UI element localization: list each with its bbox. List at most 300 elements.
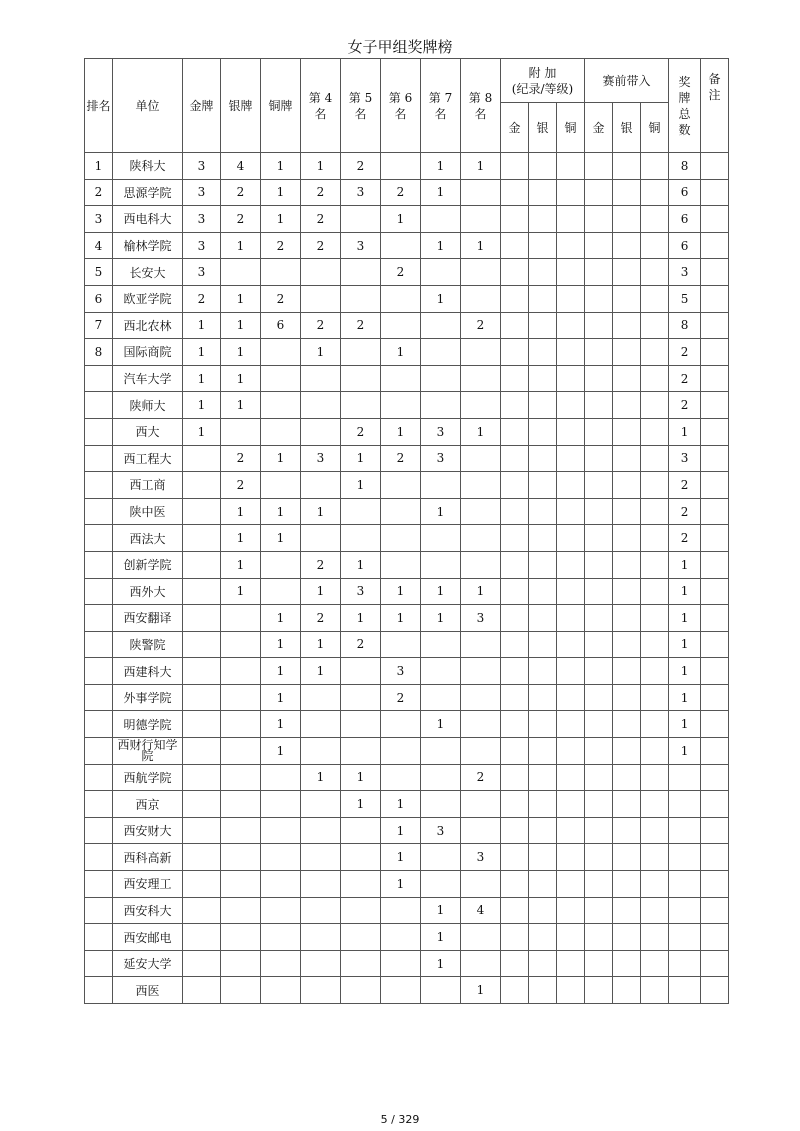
carry-silver-cell <box>613 791 641 818</box>
carry-bronze-cell <box>641 631 669 658</box>
header-place-5: 第 5 名 <box>341 59 381 153</box>
rank-cell: 4 <box>85 232 113 259</box>
place-7-cell <box>421 259 461 286</box>
carry-gold-cell <box>585 817 613 844</box>
silver-cell: 1 <box>221 551 261 578</box>
extra-gold-cell <box>501 871 529 898</box>
place-6-cell: 2 <box>381 684 421 711</box>
place-5-cell: 1 <box>341 445 381 472</box>
place-6-cell: 1 <box>381 605 421 632</box>
header-remark: 备 注 <box>701 59 729 153</box>
carry-silver-cell <box>613 950 641 977</box>
remark-cell <box>701 472 729 499</box>
bronze-cell: 2 <box>261 285 301 312</box>
carry-silver-cell <box>613 312 641 339</box>
place-7-cell <box>421 684 461 711</box>
place-8-cell: 1 <box>461 418 501 445</box>
silver-cell <box>221 844 261 871</box>
place-8-cell: 4 <box>461 897 501 924</box>
extra-silver-cell <box>529 791 557 818</box>
place-5-cell: 2 <box>341 153 381 180</box>
bronze-cell <box>261 339 301 366</box>
carry-gold-cell <box>585 924 613 951</box>
extra-gold-cell <box>501 684 529 711</box>
place-5-cell <box>341 285 381 312</box>
carry-gold-cell <box>585 738 613 765</box>
total-cell <box>669 977 701 1004</box>
gold-cell: 3 <box>183 206 221 233</box>
table-row <box>85 950 729 977</box>
place-8-cell <box>461 817 501 844</box>
carry-bronze-cell <box>641 418 669 445</box>
carry-bronze-cell <box>641 738 669 765</box>
total-cell: 8 <box>669 153 701 180</box>
extra-silver-cell <box>529 658 557 685</box>
unit-cell: 陕警院 <box>113 631 183 658</box>
bronze-cell <box>261 472 301 499</box>
extra-silver-cell <box>529 977 557 1004</box>
carry-silver-cell <box>613 472 641 499</box>
carry-gold-cell <box>585 392 613 419</box>
unit-cell: 西外大 <box>113 578 183 605</box>
place-5-cell <box>341 498 381 525</box>
carry-gold-cell <box>585 285 613 312</box>
extra-silver-cell <box>529 605 557 632</box>
silver-cell <box>221 817 261 844</box>
place-5-cell <box>341 817 381 844</box>
carry-gold-cell <box>585 179 613 206</box>
place-7-cell <box>421 764 461 791</box>
place-7-cell: 3 <box>421 418 461 445</box>
place-5-cell <box>341 525 381 552</box>
place-5-cell: 3 <box>341 578 381 605</box>
place-4-cell: 1 <box>301 153 341 180</box>
rank-cell <box>85 392 113 419</box>
bronze-cell <box>261 844 301 871</box>
table-row <box>85 445 729 472</box>
extra-gold-cell <box>501 445 529 472</box>
extra-bronze-cell <box>557 738 585 765</box>
unit-cell: 陕中医 <box>113 498 183 525</box>
place-5-cell <box>341 711 381 738</box>
total-cell: 2 <box>669 392 701 419</box>
extra-gold-cell <box>501 977 529 1004</box>
extra-silver-cell <box>529 897 557 924</box>
extra-silver-cell <box>529 179 557 206</box>
place-7-cell: 1 <box>421 897 461 924</box>
place-6-cell <box>381 897 421 924</box>
carry-silver-cell <box>613 977 641 1004</box>
place-4-cell <box>301 791 341 818</box>
rank-cell <box>85 658 113 685</box>
table-row <box>85 153 729 180</box>
rank-cell <box>85 445 113 472</box>
place-8-cell <box>461 871 501 898</box>
bronze-cell <box>261 817 301 844</box>
place-6-cell <box>381 631 421 658</box>
remark-cell <box>701 418 729 445</box>
carry-bronze-cell <box>641 259 669 286</box>
extra-bronze-cell <box>557 844 585 871</box>
carry-gold-cell <box>585 153 613 180</box>
extra-bronze-cell <box>557 312 585 339</box>
silver-cell <box>221 977 261 1004</box>
extra-bronze-cell <box>557 764 585 791</box>
gold-cell <box>183 950 221 977</box>
extra-gold-cell <box>501 179 529 206</box>
place-8-cell <box>461 365 501 392</box>
extra-gold-cell <box>501 285 529 312</box>
total-cell: 1 <box>669 418 701 445</box>
place-5-cell: 3 <box>341 232 381 259</box>
total-cell <box>669 817 701 844</box>
rank-cell <box>85 418 113 445</box>
bronze-cell <box>261 259 301 286</box>
extra-bronze-cell <box>557 392 585 419</box>
unit-cell: 西京 <box>113 791 183 818</box>
header-carry-gold: 金 <box>585 103 613 153</box>
gold-cell <box>183 631 221 658</box>
remark-cell <box>701 285 729 312</box>
extra-bronze-cell <box>557 631 585 658</box>
extra-silver-cell <box>529 153 557 180</box>
place-6-cell: 2 <box>381 259 421 286</box>
table-row <box>85 418 729 445</box>
rank-cell: 6 <box>85 285 113 312</box>
place-5-cell <box>341 950 381 977</box>
place-4-cell <box>301 472 341 499</box>
carry-silver-cell <box>613 578 641 605</box>
place-5-cell: 2 <box>341 312 381 339</box>
rank-cell: 8 <box>85 339 113 366</box>
extra-gold-cell <box>501 418 529 445</box>
place-4-cell <box>301 924 341 951</box>
remark-cell <box>701 684 729 711</box>
carry-gold-cell <box>585 658 613 685</box>
place-4-cell: 1 <box>301 631 341 658</box>
rank-cell <box>85 525 113 552</box>
rank-cell: 5 <box>85 259 113 286</box>
place-5-cell <box>341 259 381 286</box>
carry-silver-cell <box>613 498 641 525</box>
place-5-cell: 2 <box>341 418 381 445</box>
place-6-cell <box>381 232 421 259</box>
place-8-cell <box>461 791 501 818</box>
place-8-cell <box>461 259 501 286</box>
rank-cell <box>85 950 113 977</box>
table-row <box>85 392 729 419</box>
remark-cell <box>701 924 729 951</box>
page-number: 5 / 329 <box>380 1113 420 1126</box>
extra-silver-cell <box>529 764 557 791</box>
place-7-cell <box>421 365 461 392</box>
header-gold: 金牌 <box>183 59 221 153</box>
carry-gold-cell <box>585 764 613 791</box>
place-8-cell <box>461 339 501 366</box>
table-row <box>85 259 729 286</box>
header-extra: 附 加 (纪录/等级) <box>501 59 585 103</box>
carry-silver-cell <box>613 259 641 286</box>
table-row <box>85 285 729 312</box>
silver-cell: 1 <box>221 578 261 605</box>
rank-cell <box>85 738 113 765</box>
gold-cell: 2 <box>183 285 221 312</box>
silver-cell <box>221 605 261 632</box>
place-6-cell: 1 <box>381 844 421 871</box>
place-5-cell: 2 <box>341 631 381 658</box>
extra-bronze-cell <box>557 658 585 685</box>
place-8-cell <box>461 684 501 711</box>
carry-bronze-cell <box>641 498 669 525</box>
place-7-cell <box>421 312 461 339</box>
table-row <box>85 764 729 791</box>
carry-bronze-cell <box>641 179 669 206</box>
total-cell: 1 <box>669 658 701 685</box>
place-6-cell <box>381 525 421 552</box>
silver-cell: 1 <box>221 285 261 312</box>
place-8-cell <box>461 525 501 552</box>
place-7-cell <box>421 525 461 552</box>
place-5-cell: 1 <box>341 764 381 791</box>
table-row <box>85 711 729 738</box>
header-carry: 赛前带入 <box>585 59 669 103</box>
place-5-cell <box>341 658 381 685</box>
extra-silver-cell <box>529 472 557 499</box>
extra-bronze-cell <box>557 871 585 898</box>
carry-bronze-cell <box>641 844 669 871</box>
table-row <box>85 791 729 818</box>
carry-silver-cell <box>613 232 641 259</box>
gold-cell <box>183 658 221 685</box>
rank-cell <box>85 711 113 738</box>
unit-cell: 创新学院 <box>113 551 183 578</box>
extra-bronze-cell <box>557 791 585 818</box>
carry-gold-cell <box>585 339 613 366</box>
silver-cell: 2 <box>221 206 261 233</box>
place-4-cell <box>301 285 341 312</box>
extra-silver-cell <box>529 711 557 738</box>
unit-cell: 西安科大 <box>113 897 183 924</box>
carry-gold-cell <box>585 871 613 898</box>
table-row <box>85 551 729 578</box>
place-7-cell: 3 <box>421 445 461 472</box>
gold-cell: 1 <box>183 418 221 445</box>
extra-silver-cell <box>529 259 557 286</box>
place-8-cell <box>461 711 501 738</box>
carry-silver-cell <box>613 605 641 632</box>
table-row <box>85 498 729 525</box>
remark-cell <box>701 711 729 738</box>
bronze-cell <box>261 365 301 392</box>
place-6-cell: 1 <box>381 817 421 844</box>
gold-cell <box>183 871 221 898</box>
extra-gold-cell <box>501 259 529 286</box>
table-row <box>85 924 729 951</box>
carry-silver-cell <box>613 924 641 951</box>
place-4-cell <box>301 871 341 898</box>
carry-gold-cell <box>585 498 613 525</box>
table-row <box>85 631 729 658</box>
place-4-cell: 1 <box>301 578 341 605</box>
unit-cell: 思源学院 <box>113 179 183 206</box>
extra-silver-cell <box>529 365 557 392</box>
place-5-cell: 1 <box>341 791 381 818</box>
total-cell: 1 <box>669 738 701 765</box>
extra-silver-cell <box>529 844 557 871</box>
total-cell: 2 <box>669 365 701 392</box>
total-cell: 8 <box>669 312 701 339</box>
place-8-cell <box>461 924 501 951</box>
carry-bronze-cell <box>641 472 669 499</box>
gold-cell <box>183 924 221 951</box>
place-8-cell <box>461 950 501 977</box>
header-extra-silver: 银 <box>529 103 557 153</box>
extra-gold-cell <box>501 365 529 392</box>
carry-gold-cell <box>585 844 613 871</box>
total-cell: 5 <box>669 285 701 312</box>
total-cell: 6 <box>669 232 701 259</box>
place-4-cell: 3 <box>301 445 341 472</box>
rank-cell <box>85 578 113 605</box>
remark-cell <box>701 977 729 1004</box>
total-cell: 1 <box>669 631 701 658</box>
gold-cell: 1 <box>183 312 221 339</box>
place-4-cell: 1 <box>301 498 341 525</box>
place-5-cell <box>341 844 381 871</box>
remark-cell <box>701 259 729 286</box>
remark-cell <box>701 871 729 898</box>
place-7-cell <box>421 392 461 419</box>
silver-cell: 1 <box>221 232 261 259</box>
carry-gold-cell <box>585 312 613 339</box>
place-7-cell: 1 <box>421 950 461 977</box>
place-7-cell <box>421 339 461 366</box>
extra-bronze-cell <box>557 977 585 1004</box>
extra-bronze-cell <box>557 525 585 552</box>
place-6-cell <box>381 551 421 578</box>
extra-bronze-cell <box>557 232 585 259</box>
gold-cell <box>183 791 221 818</box>
place-4-cell: 2 <box>301 232 341 259</box>
total-cell: 2 <box>669 339 701 366</box>
extra-gold-cell <box>501 950 529 977</box>
extra-silver-cell <box>529 418 557 445</box>
bronze-cell: 1 <box>261 738 301 765</box>
place-4-cell <box>301 684 341 711</box>
gold-cell <box>183 684 221 711</box>
remark-cell <box>701 844 729 871</box>
rank-cell <box>85 791 113 818</box>
extra-gold-cell <box>501 711 529 738</box>
place-4-cell: 2 <box>301 551 341 578</box>
carry-silver-cell <box>613 153 641 180</box>
silver-cell <box>221 631 261 658</box>
bronze-cell <box>261 791 301 818</box>
unit-cell: 西安理工 <box>113 871 183 898</box>
bronze-cell: 2 <box>261 232 301 259</box>
total-cell: 1 <box>669 684 701 711</box>
carry-gold-cell <box>585 578 613 605</box>
place-6-cell <box>381 711 421 738</box>
rank-cell: 1 <box>85 153 113 180</box>
unit-cell: 西财行知学院 <box>113 738 183 765</box>
carry-bronze-cell <box>641 711 669 738</box>
table-row <box>85 578 729 605</box>
gold-cell: 1 <box>183 365 221 392</box>
gold-cell: 1 <box>183 392 221 419</box>
carry-bronze-cell <box>641 817 669 844</box>
carry-bronze-cell <box>641 445 669 472</box>
rank-cell <box>85 684 113 711</box>
extra-bronze-cell <box>557 472 585 499</box>
place-7-cell <box>421 871 461 898</box>
place-7-cell: 1 <box>421 498 461 525</box>
place-6-cell: 1 <box>381 871 421 898</box>
gold-cell <box>183 764 221 791</box>
table-row <box>85 232 729 259</box>
unit-cell: 欧亚学院 <box>113 285 183 312</box>
extra-silver-cell <box>529 631 557 658</box>
table-row <box>85 658 729 685</box>
carry-gold-cell <box>585 418 613 445</box>
gold-cell: 3 <box>183 259 221 286</box>
table-row <box>85 525 729 552</box>
place-4-cell <box>301 950 341 977</box>
place-5-cell <box>341 871 381 898</box>
total-cell <box>669 897 701 924</box>
place-8-cell <box>461 551 501 578</box>
rank-cell: 2 <box>85 179 113 206</box>
place-4-cell: 1 <box>301 764 341 791</box>
unit-cell: 西医 <box>113 977 183 1004</box>
extra-bronze-cell <box>557 551 585 578</box>
gold-cell <box>183 977 221 1004</box>
remark-cell <box>701 525 729 552</box>
extra-gold-cell <box>501 897 529 924</box>
place-8-cell <box>461 498 501 525</box>
gold-cell <box>183 738 221 765</box>
rank-cell <box>85 498 113 525</box>
place-4-cell: 2 <box>301 179 341 206</box>
extra-silver-cell <box>529 817 557 844</box>
place-6-cell: 1 <box>381 791 421 818</box>
remark-cell <box>701 817 729 844</box>
extra-bronze-cell <box>557 924 585 951</box>
extra-silver-cell <box>529 684 557 711</box>
place-5-cell <box>341 897 381 924</box>
extra-bronze-cell <box>557 206 585 233</box>
extra-bronze-cell <box>557 897 585 924</box>
table-row <box>85 977 729 1004</box>
extra-bronze-cell <box>557 259 585 286</box>
unit-cell: 西电科大 <box>113 206 183 233</box>
extra-gold-cell <box>501 312 529 339</box>
carry-bronze-cell <box>641 684 669 711</box>
place-7-cell <box>421 472 461 499</box>
carry-silver-cell <box>613 392 641 419</box>
unit-cell: 西大 <box>113 418 183 445</box>
place-8-cell <box>461 445 501 472</box>
place-8-cell <box>461 738 501 765</box>
table-row <box>85 179 729 206</box>
gold-cell <box>183 445 221 472</box>
bronze-cell <box>261 950 301 977</box>
place-5-cell <box>341 924 381 951</box>
place-5-cell <box>341 977 381 1004</box>
bronze-cell: 1 <box>261 153 301 180</box>
extra-silver-cell <box>529 445 557 472</box>
place-5-cell: 1 <box>341 551 381 578</box>
